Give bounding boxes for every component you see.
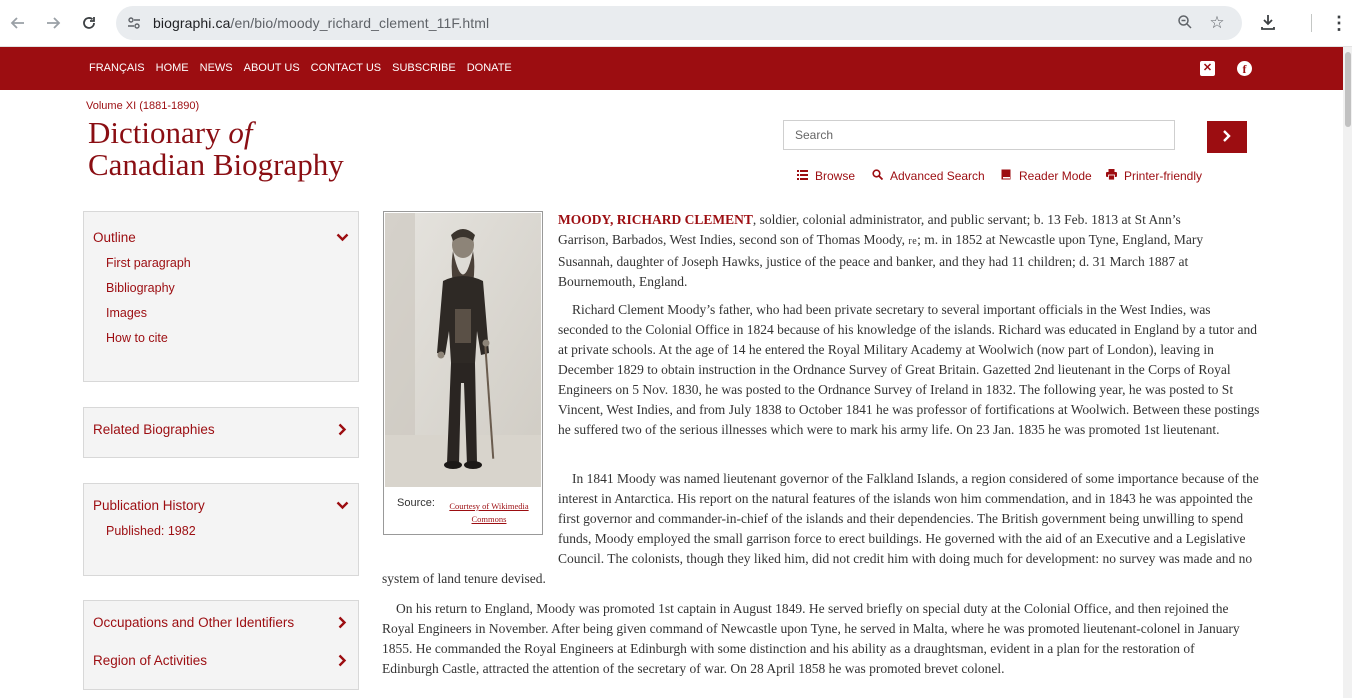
book-icon — [999, 169, 1013, 183]
scrollbar-thumb[interactable] — [1345, 52, 1351, 127]
forward-icon[interactable] — [42, 12, 64, 34]
url-path: /en/bio/moody_richard_clement_11F.html — [230, 15, 490, 31]
advanced-search-link[interactable] — [870, 169, 985, 183]
site-top-bar — [0, 47, 1343, 90]
related-biographies-panel[interactable] — [83, 407, 359, 458]
caption-source-label: Source: — [397, 497, 435, 509]
scrollbar-track[interactable] — [1343, 47, 1352, 698]
x-icon[interactable]: ✕ — [1200, 61, 1215, 76]
outline-link-first-paragraph[interactable]: First paragraph — [106, 256, 191, 270]
title-line2: Canadian Biography — [88, 147, 344, 182]
outline-heading[interactable]: Outline — [93, 230, 136, 245]
biography-first-paragraph — [558, 210, 1233, 292]
advanced-search-label: Advanced Search — [890, 169, 985, 183]
nav-about-us[interactable]: ABOUT US — [243, 62, 300, 74]
region-of-activities-heading[interactable]: Region of Activities — [93, 653, 208, 668]
related-biographies-heading[interactable]: Related Biographies — [93, 422, 215, 437]
float-spacer — [382, 469, 558, 569]
chevron-right-icon[interactable] — [335, 423, 349, 437]
list-icon — [795, 170, 809, 183]
publication-history-heading[interactable]: Publication History — [93, 498, 205, 513]
nav-donate[interactable]: DONATE — [466, 62, 512, 74]
subject-name: MOODY, RICHARD CLEMENT — [558, 212, 753, 227]
url-text[interactable] — [153, 15, 489, 31]
title-of: of — [228, 115, 253, 150]
p1-abbr: re — [908, 236, 918, 247]
biography-paragraph-4: On his return to England, Moody was promoted 1st captain in August 1849. He served briefly on special duty at the Colonial Office, and then rejoined the Royal Engineers in November. After being given command of Newcastle upon Tyne, he served in Malta, where he was promoted lieutenant-colonel in January 1855. He commanded the Royal Engineers at Edinburgh with some distinction and his ability as a draughtsman, evident in a plan for the restoration of Edinburgh Castle, attracted the attention of the secretary of war. On 28 April 1858 he was promoted brevet colonel. — [382, 601, 1240, 676]
nav-francais[interactable]: FRANÇAIS — [89, 62, 145, 74]
search-icon — [870, 169, 884, 183]
chevron-right-icon — [1220, 129, 1234, 143]
nav-news[interactable]: NEWS — [199, 62, 233, 74]
outline-link-images[interactable]: Images — [106, 306, 147, 320]
outline-link-bibliography[interactable]: Bibliography — [106, 281, 175, 295]
identifiers-panel — [83, 600, 359, 690]
chevron-down-icon[interactable] — [335, 231, 349, 245]
bookmark-star-icon[interactable]: ☆ — [1209, 13, 1225, 32]
top-navigation — [89, 62, 523, 74]
site-info-icon[interactable] — [126, 15, 142, 31]
browse-link[interactable] — [795, 169, 855, 183]
publication-history-panel — [83, 483, 359, 576]
printer-friendly-label: Printer-friendly — [1124, 169, 1203, 183]
reader-mode-label: Reader Mode — [1019, 169, 1092, 183]
volume-label[interactable]: Volume XI (1881-1890) — [86, 100, 200, 112]
reload-icon[interactable] — [78, 12, 100, 34]
zoom-icon[interactable] — [1176, 14, 1194, 32]
p1-text-a: , soldier, colonial administrator, and public servant; b. 13 Feb. 1813 at St Ann’s Garrison, Barbados, West Indies, second son of Thomas Moody, — [558, 212, 1181, 247]
title-line1: Dictionary — [88, 115, 229, 150]
url-host: biographi.ca — [153, 15, 231, 31]
toolbar-divider — [1311, 14, 1312, 32]
biography-paragraph-3 — [382, 469, 1262, 589]
outline-link-how-to-cite[interactable]: How to cite — [106, 331, 168, 345]
reader-mode-link[interactable] — [999, 169, 1092, 183]
biography-paragraph-2: Richard Clement Moody’s father, who had been private secretary to several important officials in the West Indies, was seconded to the Colonial Office in 1824 because of his knowledge of the islands. Richard was educated in England by a tutor and at private schools. At the age of 14 he entered the Royal Military Academy at Woolwich (now part of London), leaving in December 1829 to obtain instruction in the Ordnance Survey of Great Britain. Gazetted 2nd lieutenant in the Corps of Royal Engineers on 5 Nov. 1830, he was posted to the Ordnance Survey of Ireland in 1832. The following year, he was posted to St Vincent, West Indies, and from July 1838 to October 1841 he was professor of fortifications at Woolwich. Between these postings he suffered two of the serious illnesses which were to mark his army life. On 23 Jan. 1835 he was promoted 1st lieutenant. — [558, 302, 1260, 437]
print-icon — [1104, 169, 1118, 183]
nav-subscribe[interactable]: SUBSCRIBE — [392, 62, 456, 74]
caption-source-link[interactable]: Courtesy of Wikimedia Commons — [449, 501, 529, 524]
site-title-logo[interactable] — [88, 117, 344, 181]
outline-panel — [83, 211, 359, 382]
facebook-icon[interactable]: f — [1237, 61, 1252, 76]
chevron-down-icon[interactable] — [335, 499, 349, 513]
chevron-right-icon[interactable] — [335, 616, 349, 630]
search-field[interactable] — [783, 120, 1175, 150]
occupations-heading[interactable]: Occupations and Other Identifiers — [93, 615, 295, 630]
address-bar[interactable] — [116, 6, 1242, 40]
browser-toolbar — [0, 0, 1352, 47]
search-input[interactable] — [784, 121, 1174, 149]
search-submit-button[interactable] — [1207, 121, 1247, 153]
portrait-photo[interactable] — [385, 213, 541, 487]
browse-label: Browse — [815, 169, 856, 183]
nav-home[interactable]: HOME — [155, 62, 189, 74]
published-date: Published: 1982 — [106, 524, 196, 538]
printer-friendly-link[interactable] — [1104, 169, 1202, 183]
browser-menu-icon[interactable]: ⋮ — [1330, 13, 1348, 33]
chevron-right-icon[interactable] — [335, 654, 349, 668]
download-icon[interactable] — [1258, 12, 1280, 34]
back-icon[interactable] — [7, 12, 29, 34]
p1-text-b: ; m. in 1852 at Newcastle upon Tyne, England, Mary Susannah, daughter of Joseph Hawks, justice of the peace and banker, and they had 11 children; d. 31 March 1887 at Bournemouth, England. — [558, 232, 1204, 289]
p3-text: In 1841 Moody was named lieutenant governor of the Falkland Islands, a region considered of some importance because of the interest in Antarctica. His report on the natural features of the islands won him commendation, and in 1843 he was appointed the first governor and commander-in-chief of the islands and their dependencies. The British government being unwilling to spend funds, Moody employed the small garrison force to erect buildings. He governed with the aid of an Executive and a Legislative Council. The colonists, though they liked him, did not credit him with doing much for development: no survey was made and no system of land tenure devised. — [382, 471, 1259, 586]
nav-contact-us[interactable]: CONTACT US — [310, 62, 382, 74]
